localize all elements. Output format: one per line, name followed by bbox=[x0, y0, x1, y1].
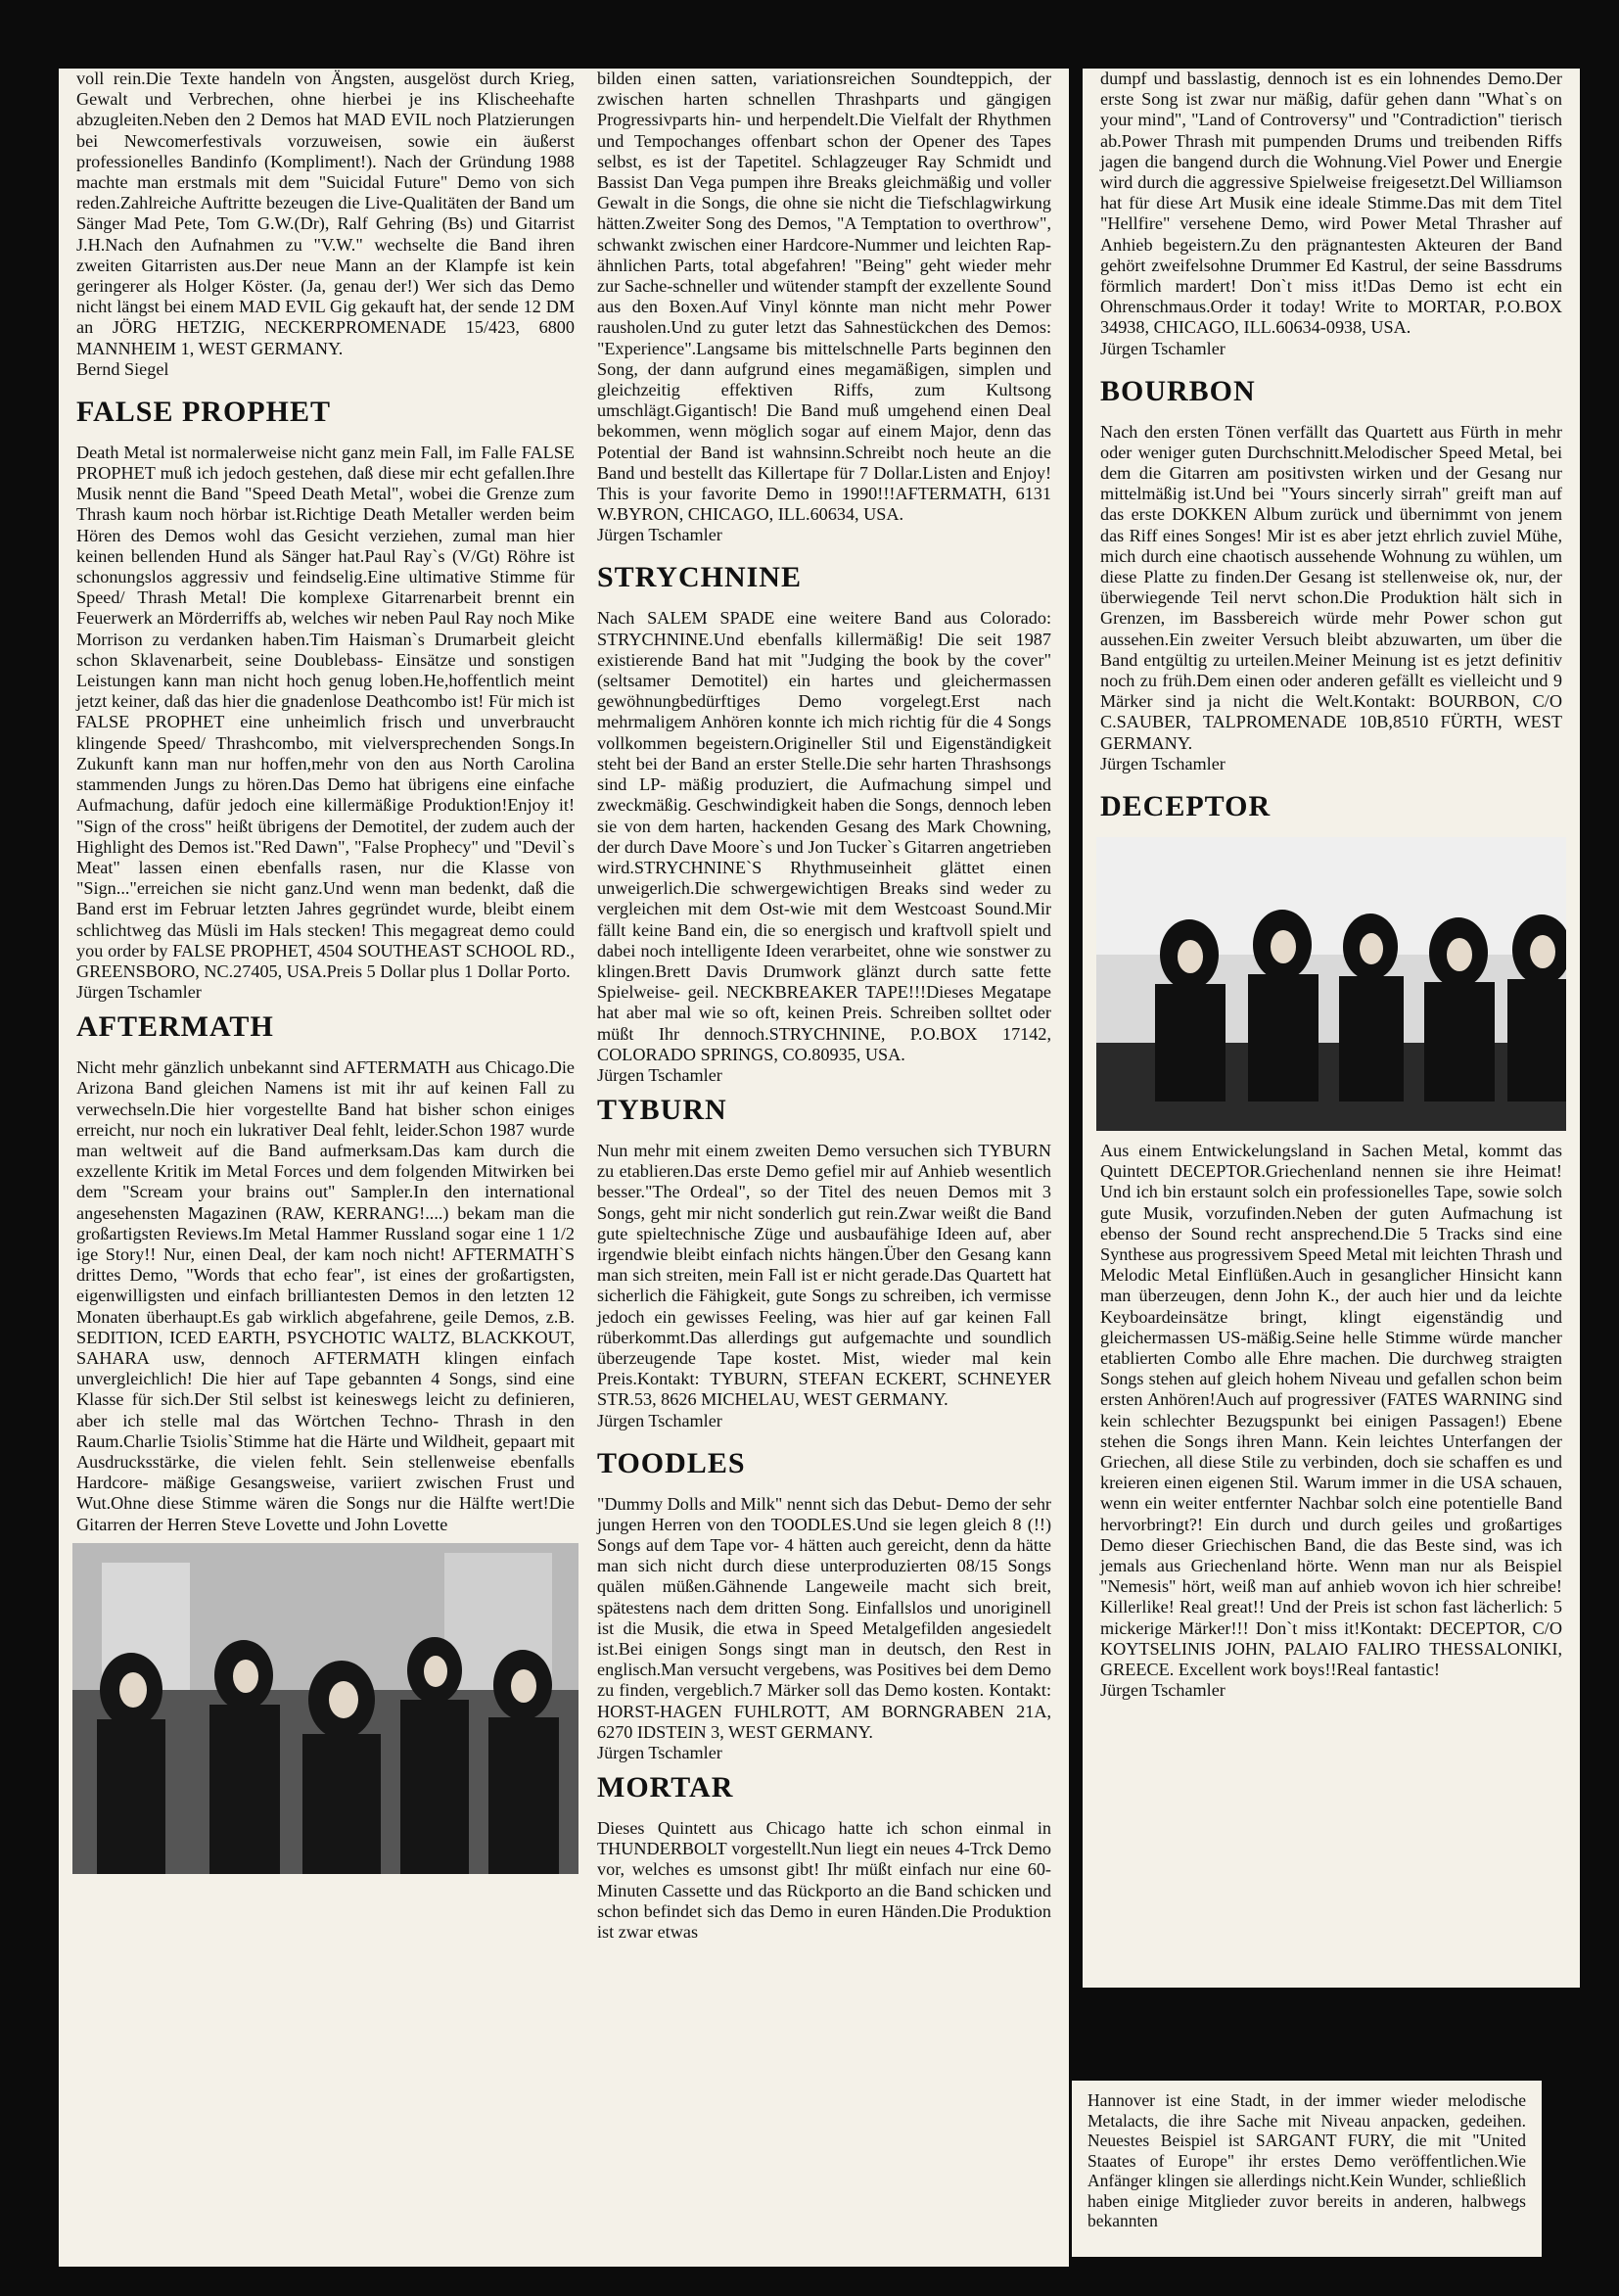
aftermath-review-continued: bilden einen satten, variationsreichen Soundteppich, der zwischen harten schnellen Thrashparts und gängigen Progressivparts hin- und herpendelt.Die Vielfalt der Rhythmen und Tempochanges offenbart schon der Opener des Tapes selbst, es ist der Tapetitel. Schlagzeuger Ray Schmidt und Bassist Dan Vega pumpen ihre Breaks gleichmäßig und voller Gewalt in die Songs, die ohne sie nicht die Tiefschlagwirkung hätten.Zweiter Song des Demos, "A Temptation to overthrow", schwankt zwischen einer Hardcore-Nummer und leichten Rap- ähnlichen Parts, total abgefahren! "Being" geht wieder mehr zur Sache-schneller und wütender stampft der exzellente Sound aus den Boxen.Auf Vinyl könnte man nicht mehr Power rausholen.Und zu guter letzt das Sahnestückchen des Demos: "Experience".Langsame bis mittelschnelle Parts beginnen den Song, der dann aufgrund eines megamäßigen, simplen und gleichzeitig effektiven Riffs, zum Kultsong umschlägt.Gigantisch! Die Band muß umgehend einen Deal bekommen, wenn möglich sogar auf einem Major, denn das Potential der Band ist wahnsinn.Schreibt noch heute an die Band und bestellt das Killertape für 7 Dollar.Listen and Enjoy! This is your favorite Demo in 1990!!!AFTERMATH, 6131 W.BYRON, CHICAGO, ILL.60634, USA. bbox=[597, 69, 1051, 525]
bourbon-review-text: Nach den ersten Tönen verfällt das Quartett aus Fürth in mehr oder weniger guten Durchschnitt.Melodischer Speed Metal, bei dem die Gitarren am positivsten wirken und der Gesang nur mittelmäßig ist.Und bei "Yours sincerly sirrah" greift man auf das erste DOKKEN Album zurück und übernimmt von jenem das Riff eines Songes! Mir ist es aber jetzt ehrlich zuviel Mühe, mich durch eine chaotisch aussehende Wohnung zu wühlen, um diese Platte zu finden.Der Gesang ist stellenweise ok, nur, der überwiegende Teil nervt schon.Die Produktion hält sich in Grenzen, im Bassbereich würde mehr Power schon gut aussehen.Ein zweiter Versuch bleibt abzuwarten, um über die Band entgültig zu urteilen.Meiner Meinung ist es jetzt definitiv noch zu früh.Dem einen oder anderen gefällt es vielleicht und 9 Märker sind ja nicht die Welt.Kontakt: BOURBON, C/O C.SAUBER, TALPROMENADE 10B,8510 FÜRTH, WEST GERMANY. bbox=[1100, 421, 1562, 753]
aftermath-band-photo bbox=[72, 1543, 578, 1874]
deceptor-band-photo bbox=[1096, 837, 1566, 1131]
deceptor-review-text: Aus einem Entwickelungsland in Sachen Metal, kommt das Quintett DECEPTOR.Griechenland nennen sie ihre Heimat! Und ich bin erstaunt solch ein professionelles Tape, sowie solch gute Musik, vorzufinden.Neben der guten Aufmachung ist ebenso der Sound recht ansprechend.Die 5 Tracks sind eine Synthese aus progressivem Speed Metal mit leichten Thrash und Melodic Metal Einflüßen.Auch in gesanglicher Hinsicht kann man überzeugen, denn John K., der auch hier und da leichte Keyboardeinsätze bringt, klingt eigenständig und gleichermassen US-mäßig.Seine helle Stimme würde mancher etablierten Combo alle Ehre machen. Die durchweg straigten Songs stehen auf gleich hohem Niveau und gefallen schon beim ersten Anhören!Auch auf progressiver (FATES WARNING sind kein schlechter Bezugspunkt bei einigen Passagen!) Ebene stehen die Songs ihren Mann. Kein leichtes Unterfangen der Griechen, all diese Stile zu verbinden, doch sie schaffen es und kreieren einen eigenen Stil. Warum immer in die USA schauen, wenn ein weiter entfernter Nachbar solch eine potentielle Band hervorbringt?! Ein durch und durch geiles und großartiges Demo dieser Griechischen Band, die das Beste sind, was ich jemals aus Griechenland hörte. Wenn man nur als Beispiel "Nemesis" hört, weiß man auf anhieb wovon ich hier schreibe! Killerlike! Real great!! Und der Preis ist schon fast lächerlich: 5 mickerige Märker!!! Don`t miss it!Kontakt: DECEPTOR, C/O KOYTSELINIS JOHN, PALAIO FALIRO THESSALONIKI, GREECE. Excellent work boys!!Real fantastic! bbox=[1100, 1140, 1562, 1679]
review-author: Bernd Siegel bbox=[76, 358, 169, 379]
review-author: Jürgen Tschamler bbox=[597, 1410, 722, 1430]
review-author: Jürgen Tschamler bbox=[597, 1064, 722, 1085]
review-author: Jürgen Tschamler bbox=[597, 1743, 722, 1763]
tyburn-heading: TYBURN bbox=[597, 1093, 727, 1126]
deceptor-heading: DECEPTOR bbox=[1100, 789, 1272, 822]
strychnine-heading: STRYCHNINE bbox=[597, 561, 802, 594]
false-prophet-heading: FALSE PROPHET bbox=[76, 395, 331, 428]
tyburn-review-text: Nun mehr mit einem zweiten Demo versuchen sich TYBURN zu etablieren.Das erste Demo gefiel mir auf Anhieb wesentlich besser."The Ordeal", so der Titel des neuen Demos mit 3 Songs, geht mir nicht sonderlich gut rein.Zwar weißt die Band gute spieltechnische Züge und ausbaufähige Ideen auf, aber irgendwie bleibt einfach nichts hängen.Über den Gesang kann man sich streiten, mein Fall ist er nicht gerade.Das Quartett hat sicherlich die Fähigkeit, gute Songs zu schreiben, ich vermisse jedoch ein gewisses Feeling, was hier auf gar keinen Fall rüberkommt.Das allerdings gut aufgemachte und soundlich überzeugende Tape kostet. Mist, wieder mal kein Preis.Kontakt: TYBURN, STEFAN ECKERT, SCHNEYER STR.53, 8626 MICHELAU, WEST GERMANY. bbox=[597, 1140, 1051, 1410]
aftermath-heading: AFTERMATH bbox=[76, 1010, 274, 1044]
column-3 bbox=[1083, 69, 1580, 1988]
review-author: Jürgen Tschamler bbox=[1100, 753, 1226, 773]
sargant-fury-review-start bbox=[1072, 2081, 1542, 2257]
mortar-review-text: Dieses Quintett aus Chicago hatte ich schon einmal in THUNDERBOLT vorgestellt.Nun liegt ein neues 4-Trck Demo vor, welches es umsonst gibt! Ihr müßt einfach nur eine 60-Minuten Cassette und das Rückporto an die Band schicken und schon befindet sich das Demo in euren Händen.Die Produktion ist zwar etwas bbox=[597, 1818, 1051, 1943]
review-author: Jürgen Tschamler bbox=[1100, 1680, 1226, 1701]
sargant-fury-review-text: Hannover ist eine Stadt, in der immer wieder melodische Metalacts, die ihre Sache mit Niveau anpacken, gedeihen. Neuestes Beispiel ist SARGANT FURY, die mit "United Staates of Europe" ihr erstes Demo veröffentlichen.Wie Anfänger klingen sie allerdings nicht.Kein Wunder, schließlich haben einige Mitglieder zuvor bereits in anderen, halbwegs bekannten bbox=[1087, 2090, 1526, 2230]
mortar-review-continued: dumpf und basslastig, dennoch ist es ein lohnendes Demo.Der erste Song ist zwar nur mäßig, dafür gehen dann "What`s on your mind", "Land of Controversy" und "Contradiction" tierisch ab.Power Thrash mit pumpenden Drums und treibenden Riffs jagen die bangend durch die Wohnung.Viel Power und Energie wird durch die aggressive Spielweise freigesetzt.Del Williamson hat für diese Art Musik eine ideale Stimme.Das mit dem Titel "Hellfire" versehene Demo, wird Power Metal Thrasher auf Anhieb begeistern.Zu den prägnantesten Akteuren der Band gehört zweifelsohne Drummer Ed Kastrul, der seine Bassdrums förmlich mardert! Don`t miss it!Das Demo ist echt ein Ohrenschmaus.Order it today! Write to MORTAR, P.O.BOX 34938, CHICAGO, ILL.60634-0938, USA. bbox=[1100, 69, 1562, 338]
aftermath-review-text: Nicht mehr gänzlich unbekannt sind AFTERMATH aus Chicago.Die Arizona Band gleichen Namens ist mit ihr auf keinen Fall zu verwechseln.Die hier vorgestellte Band hat bisher schon einiges erreicht, nur noch ein lukrativer Deal fehlt, leider.Schon 1987 wurde man weltweit auf die Band aufmerksam.Das kam durch die exzellente Kritik im Metal Forces und dem folgenden Mitwirken bei dem "Scream your brains out" Sampler.In den international angesehensten Magazinen (RAW, KERRANG!....) bekam man die großartigsten Reviews.Im Metal Hammer Russland sogar eine 1 1/2 ige Story!! Nur, einen Deal, der kam noch nicht! AFTERMATH`S drittes Demo, "Words that echo fear", ist eines der großartigsten, eigenwilligsten und einfach brilliantesten Demos in den letzten 12 Monaten überhaupt.Es gab wirklich abgefahrene, geile Demos, z.B. SEDITION, ICED EARTH, PSYCHOTIC WALTZ, BLACKKOUT, SAHARA usw, dennoch AFTERMATH klingen einfach unvergleichlich! Die hier auf Tape gebannten 4 Songs, sind eine Klasse für sich.Der Stil selbst ist keineswegs leicht zu definieren, aber ich stelle mal das Wörtchen Techno- Thrash in den Raum.Charlie Tsiolis`Stimme hat die Härte und Wildheit, gepaart mit Ausdrucksstärke, die vielen fehlt. Sein stellenweise ebenfalls Hardcore- mäßige Gesangsweise, variiert zwischen Frust und Wut.Ohne diese Stimme wären die Songs nur die Hälfte wert!Die Gitarren der Herren Steve Lovette und John Lovette bbox=[76, 1057, 575, 1534]
column-1 bbox=[59, 69, 592, 2267]
bourbon-heading: BOURBON bbox=[1100, 374, 1256, 407]
false-prophet-review-text: Death Metal ist normalerweise nicht ganz mein Fall, im Falle FALSE PROPHET muß ich jedoch gestehen, daß diese mir echt gefallen.Ihre Musik nennt die Band "Speed Death Metal", wobei die Grenze zum Thrash kaum noch hörbar ist.Richtige Death Metaller werden beim Hören des Demos wohl das Gesicht verziehen, zumal man hier keinen bellenden Hund als Sänger hat.Paul Ray`s (V/Gt) Röhre ist schonungslos aggressiv und feindselig.Eine ultimative Stimme für Speed/ Thrash Metal! Die komplexe Gitarrenarbeit brennt ein Feuerwerk an Mörderriffs ab, welches wir neben Paul Ray noch Mike Morrison zu verdanken haben.Tim Haisman`s Drumarbeit gleicht schon Sklavenarbeit, seine Doublebass- Einsätze und sonstigen Leistungen kann man nicht hoch genug loben.He,hoffentlich meint jetzt keiner, daß das hier die gnadenlose Deathcombo ist! Für mich ist FALSE PROPHET eine unheimlich frisch und unverbraucht klingende Speed/ Thrashcombo, mit vielversprechenden Songs.In Zukunft kann man nur hoffen,mehr von den aus North Carolina stammenden Jungs zu hören.Das Demo hat übrigens eine einfache Aufmachung, dafür jedoch eine killermäßige Produktion!Enjoy it! "Sign of the cross" heißt übrigens der Demotitel, der zudem auch der Highlight des Demos ist."Red Dawn", "False Prophecy" und "Devil`s Meat" lassen einen ebenfalls rasen, nur die Klasse von "Sign..."erreichen sie nicht ganz.Und wenn man bedenkt, daß die Band erst im Februar letzten Jahres gegründet wurde, bleibt einem schlichtweg das Müsli im Hals stecken! This megagreat demo could you order by FALSE PROPHET, 4504 SOUTHEAST SCHOOL RD., GREENSBORO, NC.27405, USA.Preis 5 Dollar plus 1 Dollar Porto. bbox=[76, 442, 575, 981]
mortar-heading: MORTAR bbox=[597, 1771, 734, 1804]
review-author: Jürgen Tschamler bbox=[1100, 338, 1226, 358]
review-author: Jürgen Tschamler bbox=[597, 525, 722, 545]
mad-evil-review-text: voll rein.Die Texte handeln von Ängsten, ausgelöst durch Krieg, Gewalt und Verbrechen, ohne hierbei je ins Klischeehafte abzugleiten.Neben den 2 Demos hat MAD EVIL noch Platzierungen bei Newcomerfestivals vorzuweisen, sowie ein äußerst professionelles Bandinfo (Kompliment!). Nach der Gründung 1988 machte man erstmals mit dem "Suicidal Future" Demo von sich reden.Zahlreiche Auftritte bezeugen die Live-Qualitäten der Band um Sänger Mad Pete, Tom G.W.(Dr), Ralf Gehring (Bs) und Gitarrist J.H.Nach den Aufnahmen zu "V.W." wechselte die Band ihren zweiten Gitarristen aus.Der neue Mann an der Klampfe ist kein geringerer als Holger Köster. (Ja, genau der!) Wer sich das Demo nicht längst bei einem MAD EVIL Gig gekauft hat, der sende 12 DM an JÖRG HETZIG, NECKERPROMENADE 15/423, 6800 MANNHEIM 1, WEST GERMANY. bbox=[76, 69, 575, 358]
column-2 bbox=[579, 69, 1069, 2267]
toodles-review-text: "Dummy Dolls and Milk" nennt sich das Debut- Demo der sehr jungen Herren von den TOODLES.Und sie legen gleich 8 (!!) Songs auf dem Tape vor- 4 hätten auch gereicht, denn da hätte man sich nicht durch diese unterproduzierten 08/15 Songs quälen müßen.Gähnende Langeweile macht sich breit, spätestens nach dem dritten Song. Einfallslos und unoriginell ist die Musik, die etwa in Speed Metalgefilden angesiedelt ist.Bei einigen Songs singt man in deutsch, den Rest in englisch.Man versucht vergebens, was Positives bei dem Demo zu finden, vergeblich.7 Märker soll das Demo kosten. Kontakt: HORST-HAGEN FUHLROTT, AM BORNGRABEN 21A, 6270 IDSTEIN 3, WEST GERMANY. bbox=[597, 1493, 1051, 1742]
toodles-heading: TOODLES bbox=[597, 1446, 746, 1479]
review-author: Jürgen Tschamler bbox=[76, 982, 202, 1003]
strychnine-review-text: Nach SALEM SPADE eine weitere Band aus Colorado: STRYCHNINE.Und ebenfalls killermäßig! Die seit 1987 existierende Band hat mit "Judging the book by the cover" (seltsamer Demotitel) ein hartes und gleichermassen gewöhnungbedürftiges Demo vorgelegt.Erst nach mehrmaligem Anhören konnte ich mich richtig für die 4 Songs vollkommen begeistern.Origineller Stil und Eigenständigkeit steht bei der Band an erster Stelle.Die sehr harten Thrashsongs sind LP- mäßig produziert, die Aufmachung simpel und zweckmäßig. Geschwindigkeit haben die Songs, dennoch leben sie von dem harten, hackenden Gesang des Mark Chowning, der durch Dave Moore`s und Jon Tucker`s Gitarren angetrieben wird.STRYCHNINE`S Rhythmuseinheit glättet einen unweigerlich.Die schwergewichtigen Breaks sind weder zu vergleichen mit dem Ost-wie mit dem Westcoast Sound.Mir fällt keine Band ein, die so energisch und kraftvoll spielt und dabei noch intelligente Ideen verarbeitet, ohne wie sonstwer zu klingen.Brett Davis Drumwork glänzt durch satte fette Spielweise- geil. NECKBREAKER TAPE!!!Dieses Megatape hat aber mal wie so oft, keinen Preis. Schreiben solltet oder müßt Ihr dennoch.STRYCHNINE, P.O.BOX 17142, COLORADO SPRINGS, CO.80935, USA. bbox=[597, 608, 1051, 1064]
